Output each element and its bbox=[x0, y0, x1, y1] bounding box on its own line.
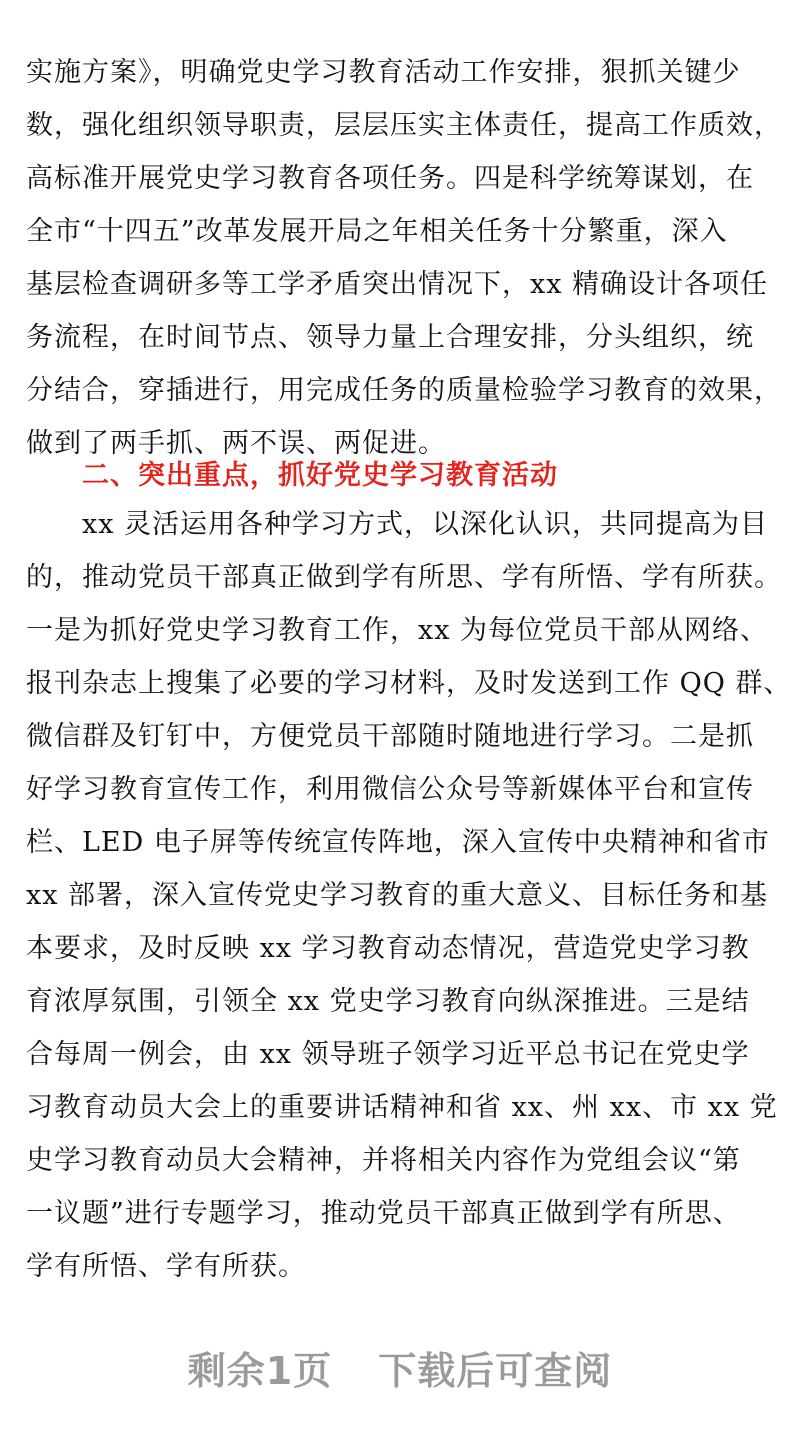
paragraph-1-line: 基层检查调研多等工学矛盾突出情况下，xx 精确设计各项任 bbox=[26, 269, 769, 300]
paragraph-1-line: 数，强化组织领导职责，层层压实主体责任，提高工作质效， bbox=[26, 110, 782, 141]
paragraph-2-line: 的，推动党员干部真正做到学有所思、学有所悟、学有所获。 bbox=[26, 562, 782, 593]
paragraph-1 bbox=[26, 46, 782, 470]
paragraph-2-line: 合每周一例会，由 xx 领导班子领学习近平总书记在党史学 bbox=[26, 1039, 750, 1070]
paragraph-2-line: 微信群及钉钉中，方便党员干部随时随地进行学习。二是抓 bbox=[26, 721, 754, 752]
paragraph-1-line: 高标准开展党史学习教育各项任务。四是科学统筹谋划，在 bbox=[26, 163, 754, 194]
paragraph-2-line: 育浓厚氛围，引领全 xx 党史学习教育向纵深推进。三是结 bbox=[26, 986, 750, 1017]
paragraph-2-line: 好学习教育宣传工作，利用微信公众号等新媒体平台和宣传 bbox=[26, 774, 754, 805]
paragraph-1-line: 务流程，在时间节点、领导力量上合理安排，分头组织，统 bbox=[26, 322, 754, 353]
remaining-pages-label: 剩余1页 bbox=[187, 1349, 333, 1393]
paragraph-2-line: 本要求，及时反映 xx 学习教育动态情况，营造党史学习教 bbox=[26, 933, 750, 964]
download-hint-label: 下载后可查阅 bbox=[378, 1349, 613, 1393]
paragraph-2-line: 报刊杂志上搜集了必要的学习材料，及时发送到工作 QQ 群、 bbox=[26, 668, 792, 699]
paragraph-1-line: 分结合，穿插进行，用完成任务的质量检验学习教育的效果， bbox=[26, 375, 782, 406]
paragraph-2-line: 学有所悟、学有所获。 bbox=[26, 1251, 306, 1282]
paragraph-2-line: 史学习教育动员大会精神，并将相关内容作为党组会议“第 bbox=[26, 1145, 741, 1176]
paragraph-2-line: 一议题”进行专题学习，推动党员干部真正做到学有所思、 bbox=[26, 1198, 741, 1229]
paragraph-2-line: xx 部署，深入宣传党史学习教育的重大意义、目标任务和基 bbox=[26, 880, 769, 911]
paragraph-2-line: 一是为抓好党史学习教育工作，xx 为每位党员干部从网络、 bbox=[26, 615, 769, 646]
paragraph-2-line: 栏、LED 电子屏等传统宣传阵地，深入宣传中央精神和省市 bbox=[26, 827, 770, 858]
paragraph-2-line: 习教育动员大会上的重要讲话精神和省 xx、州 xx、市 xx 党 bbox=[26, 1092, 778, 1123]
paragraph-1-line: 实施方案》，明确党史学习教育活动工作安排，狠抓关键少 bbox=[26, 57, 741, 88]
section-heading: 二、突出重点，抓好党史学习教育活动 bbox=[82, 460, 558, 491]
paragraph-2 bbox=[26, 498, 792, 1293]
download-prompt[interactable] bbox=[0, 1340, 800, 1395]
paragraph-2-line: xx 灵活运用各种学习方式，以深化认识，共同提高为目 bbox=[82, 509, 769, 540]
paragraph-1-line: 全市“十四五”改革发展开局之年相关任务十分繁重，深入 bbox=[26, 216, 728, 247]
paragraph-1-line: 做到了两手抓、两不误、两促进。 bbox=[26, 428, 446, 459]
